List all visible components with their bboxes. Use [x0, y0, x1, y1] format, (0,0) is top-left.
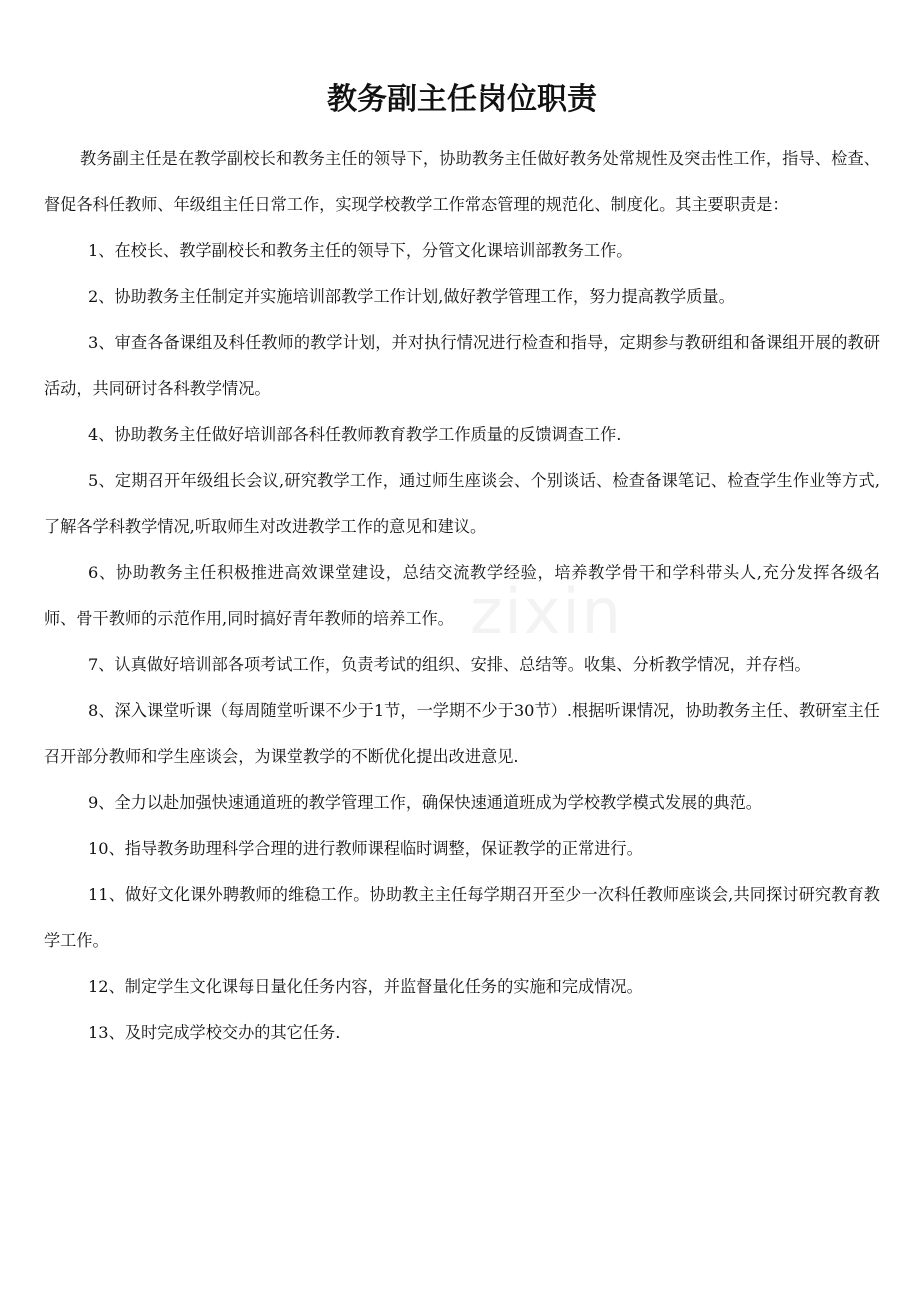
intro-paragraph: 教务副主任是在教学副校长和教务主任的领导下，协助教务主任做好教务处常规性及突击性工作，指导、检查、督促各科任教师、年级组主任日常工作，实现学校教学工作常态管理的规范化、制度化。其主要职责是： [44, 149, 880, 214]
duty-item-5: 5、定期召开年级组长会议,研究教学工作，通过师生座谈会、个别谈话、检查备课笔记、检查学生作业等方式,了解各学科教学情况,听取师生对改进教学工作的意见和建议。 [44, 471, 880, 536]
duty-item-11: 11、做好文化课外聘教师的维稳工作。协助教主主任每学期召开至少一次科任教师座谈会,共同探讨研究教育教学工作。 [44, 885, 880, 950]
watermark: zixin [470, 575, 623, 648]
duty-item-9: 9、全力以赴加强快速通道班的教学管理工作，确保快速通道班成为学校教学模式发展的典范。 [88, 793, 762, 812]
duty-item-8: 8、深入课堂听课（每周随堂听课不少于1节，一学期不少于30节）.根据听课情况，协助教务主任、教研室主任召开部分教师和学生座谈会，为课堂教学的不断优化提出改进意见. [44, 701, 880, 766]
duty-item-10: 10、指导教务助理科学合理的进行教师课程临时调整，保证教学的正常进行。 [88, 839, 643, 858]
duty-item-4: 4、协助教务主任做好培训部各科任教师教育教学工作质量的反馈调查工作. [88, 425, 622, 444]
duty-item-13: 13、及时完成学校交办的其它任务. [88, 1023, 341, 1042]
duty-item-7: 7、认真做好培训部各项考试工作，负责考试的组织、安排、总结等。收集、分析教学情况，并存档。 [88, 655, 811, 674]
duty-item-2: 2、协助教务主任制定并实施培训部教学工作计划,做好教学管理工作，努力提高教学质量。 [88, 287, 735, 306]
duty-item-3: 3、审查各备课组及科任教师的教学计划，并对执行情况进行检查和指导，定期参与教研组和备课组开展的教研活动，共同研讨各科教学情况。 [44, 333, 880, 398]
duty-item-1: 1、在校长、教学副校长和教务主任的领导下，分管文化课培训部教务工作。 [88, 241, 633, 260]
duty-item-12: 12、制定学生文化课每日量化任务内容，并监督量化任务的实施和完成情况。 [88, 977, 643, 996]
duty-item-6: 6、协助教务主任积极推进高效课堂建设，总结交流教学经验，培养教学骨干和学科带头人,充分发挥各级名师、骨干教师的示范作用,同时搞好青年教师的培养工作。 [44, 563, 880, 628]
document-page [44, 0, 880, 1056]
document-title: 教务副主任岗位职责 [327, 82, 597, 117]
